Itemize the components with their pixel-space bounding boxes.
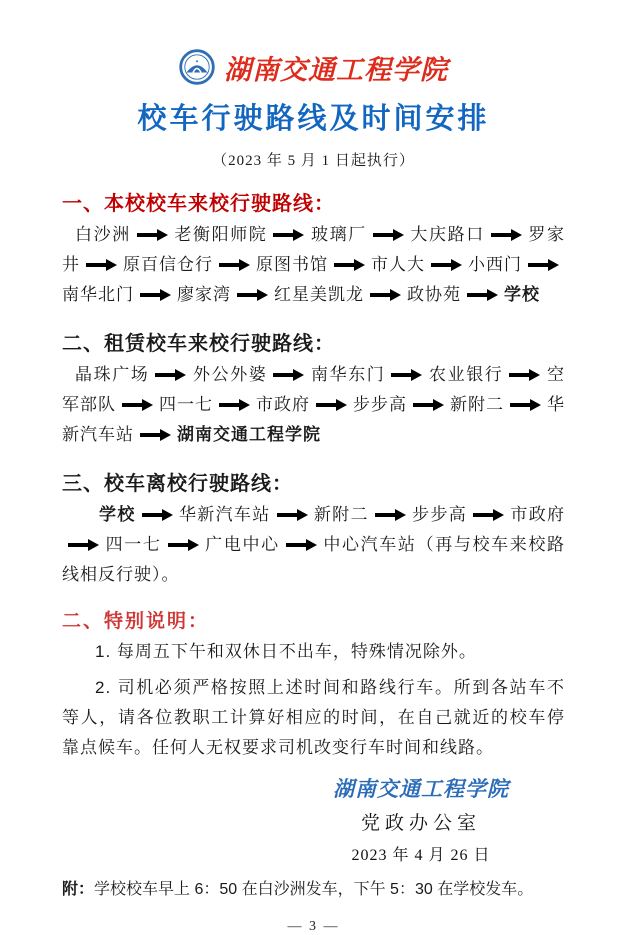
station-label: 步步高 <box>411 505 468 524</box>
route-3 <box>62 500 565 590</box>
appendix-text: 学校校车早上 6：50 在白沙洲发车，下午 5：30 在学校发车。 <box>94 881 534 898</box>
station-label: 华新汽车站 <box>178 505 271 524</box>
signature-block <box>303 773 539 865</box>
station-label: 市政府 <box>510 505 566 524</box>
route-arrow-icon <box>286 539 317 551</box>
station-label: 小西门 <box>468 255 522 274</box>
route-arrow-icon <box>273 229 304 241</box>
station-label: 步步高 <box>353 395 407 414</box>
route-arrow-icon <box>316 399 347 411</box>
route-arrow-icon <box>140 429 171 441</box>
route-arrow-icon <box>140 289 171 301</box>
station-label: 湖南交通工程学院 <box>177 425 321 444</box>
station-label: 空军部队 <box>62 365 566 414</box>
station-label: 四一七 <box>159 395 213 414</box>
signature-school-name: 湖南交通工程学院 <box>333 777 509 801</box>
special-notes-list <box>62 637 565 763</box>
section-3-heading: 三、校车离校行驶路线： <box>62 473 293 495</box>
route-arrow-icon <box>219 399 250 411</box>
station-label: 晶珠广场 <box>75 365 150 384</box>
station-label: 外公外婆 <box>192 365 268 384</box>
signature-date: 2023 年 4 月 26 日 <box>351 847 491 864</box>
station-label: 南华东门 <box>310 365 386 384</box>
route-arrow-icon <box>431 259 462 271</box>
page-title: 校车行驶路线及时间安排 <box>137 103 490 135</box>
station-label: 农业银行 <box>428 365 504 384</box>
station-label: 政协苑 <box>407 285 461 304</box>
route-arrow-icon <box>413 399 444 411</box>
section-1-heading: 一、本校校车来校行驶路线： <box>62 193 335 215</box>
route-arrow-icon <box>155 369 186 381</box>
station-label: 大庆路口 <box>409 225 485 244</box>
station-label: 白沙洲 <box>75 225 131 244</box>
effective-date: （2023 年 5 月 1 日起执行） <box>212 153 415 169</box>
route-arrow-icon <box>219 259 250 271</box>
station-label: 学校 <box>99 505 136 524</box>
station-label: 南华北门 <box>62 285 134 304</box>
station-label: 老衡阳师院 <box>173 225 268 244</box>
page-number: — 3 — <box>287 919 340 934</box>
station-label: 广电中心 <box>204 535 280 554</box>
route-arrow-icon <box>142 509 173 521</box>
station-label: 四一七 <box>105 535 162 554</box>
station-label: 玻璃厂 <box>310 225 367 244</box>
station-label: 新附二 <box>450 395 504 414</box>
route-arrow-icon <box>370 289 401 301</box>
special-notes-heading: 二、特别说明： <box>62 611 210 632</box>
route-arrow-icon <box>509 369 540 381</box>
station-label: 红星美凯龙 <box>274 285 364 304</box>
note-item: 2. 司机必须严格按照上述时间和路线行车。所到各站车不等人，请各位教职工计算好相应的时间，在自己就近的校车停靠点候车。任何人无权要求司机改变行车时间和线路。 <box>62 678 565 757</box>
note-item: 1. 每周五下午和双休日不出车，特殊情况除外。 <box>95 642 477 661</box>
route-suffix-note: （再与校车来校路线相反行驶）。 <box>62 535 566 584</box>
station-label: 学校 <box>504 285 540 304</box>
route-arrow-icon <box>273 369 304 381</box>
school-name: 湖南交通工程学院 <box>224 54 448 85</box>
route-arrow-icon <box>491 229 522 241</box>
station-label: 市人大 <box>371 255 425 274</box>
station-label: 原图书馆 <box>256 255 328 274</box>
route-arrow-icon <box>137 229 168 241</box>
station-label: 廖家湾 <box>177 285 231 304</box>
route-arrow-icon <box>467 289 498 301</box>
station-label: 原百信仓行 <box>123 255 213 274</box>
station-label: 华新汽车站 <box>62 395 565 444</box>
appendix-line <box>62 877 565 903</box>
route-1 <box>62 220 565 310</box>
route-2 <box>62 360 565 450</box>
route-arrow-icon <box>68 539 99 551</box>
route-arrow-icon <box>373 229 404 241</box>
document-header <box>62 46 565 88</box>
route-arrow-icon <box>510 399 541 411</box>
route-arrow-icon <box>528 259 559 271</box>
signature-office: 党政办公室 <box>360 813 481 834</box>
station-label: 中心汽车站 <box>322 535 417 554</box>
section-2-heading: 二、租赁校车来校行驶路线： <box>62 333 335 355</box>
route-arrow-icon <box>86 259 117 271</box>
school-logo-icon <box>179 49 215 85</box>
route-arrow-icon <box>391 369 422 381</box>
route-arrow-icon <box>168 539 199 551</box>
station-label: 罗家井 <box>62 225 566 274</box>
appendix-label: 附： <box>62 881 95 898</box>
station-label: 市政府 <box>256 395 310 414</box>
route-arrow-icon <box>277 509 308 521</box>
route-arrow-icon <box>122 399 153 411</box>
route-arrow-icon <box>375 509 406 521</box>
route-arrow-icon <box>473 509 504 521</box>
route-arrow-icon <box>237 289 268 301</box>
route-arrow-icon <box>334 259 365 271</box>
station-label: 新附二 <box>313 505 369 524</box>
